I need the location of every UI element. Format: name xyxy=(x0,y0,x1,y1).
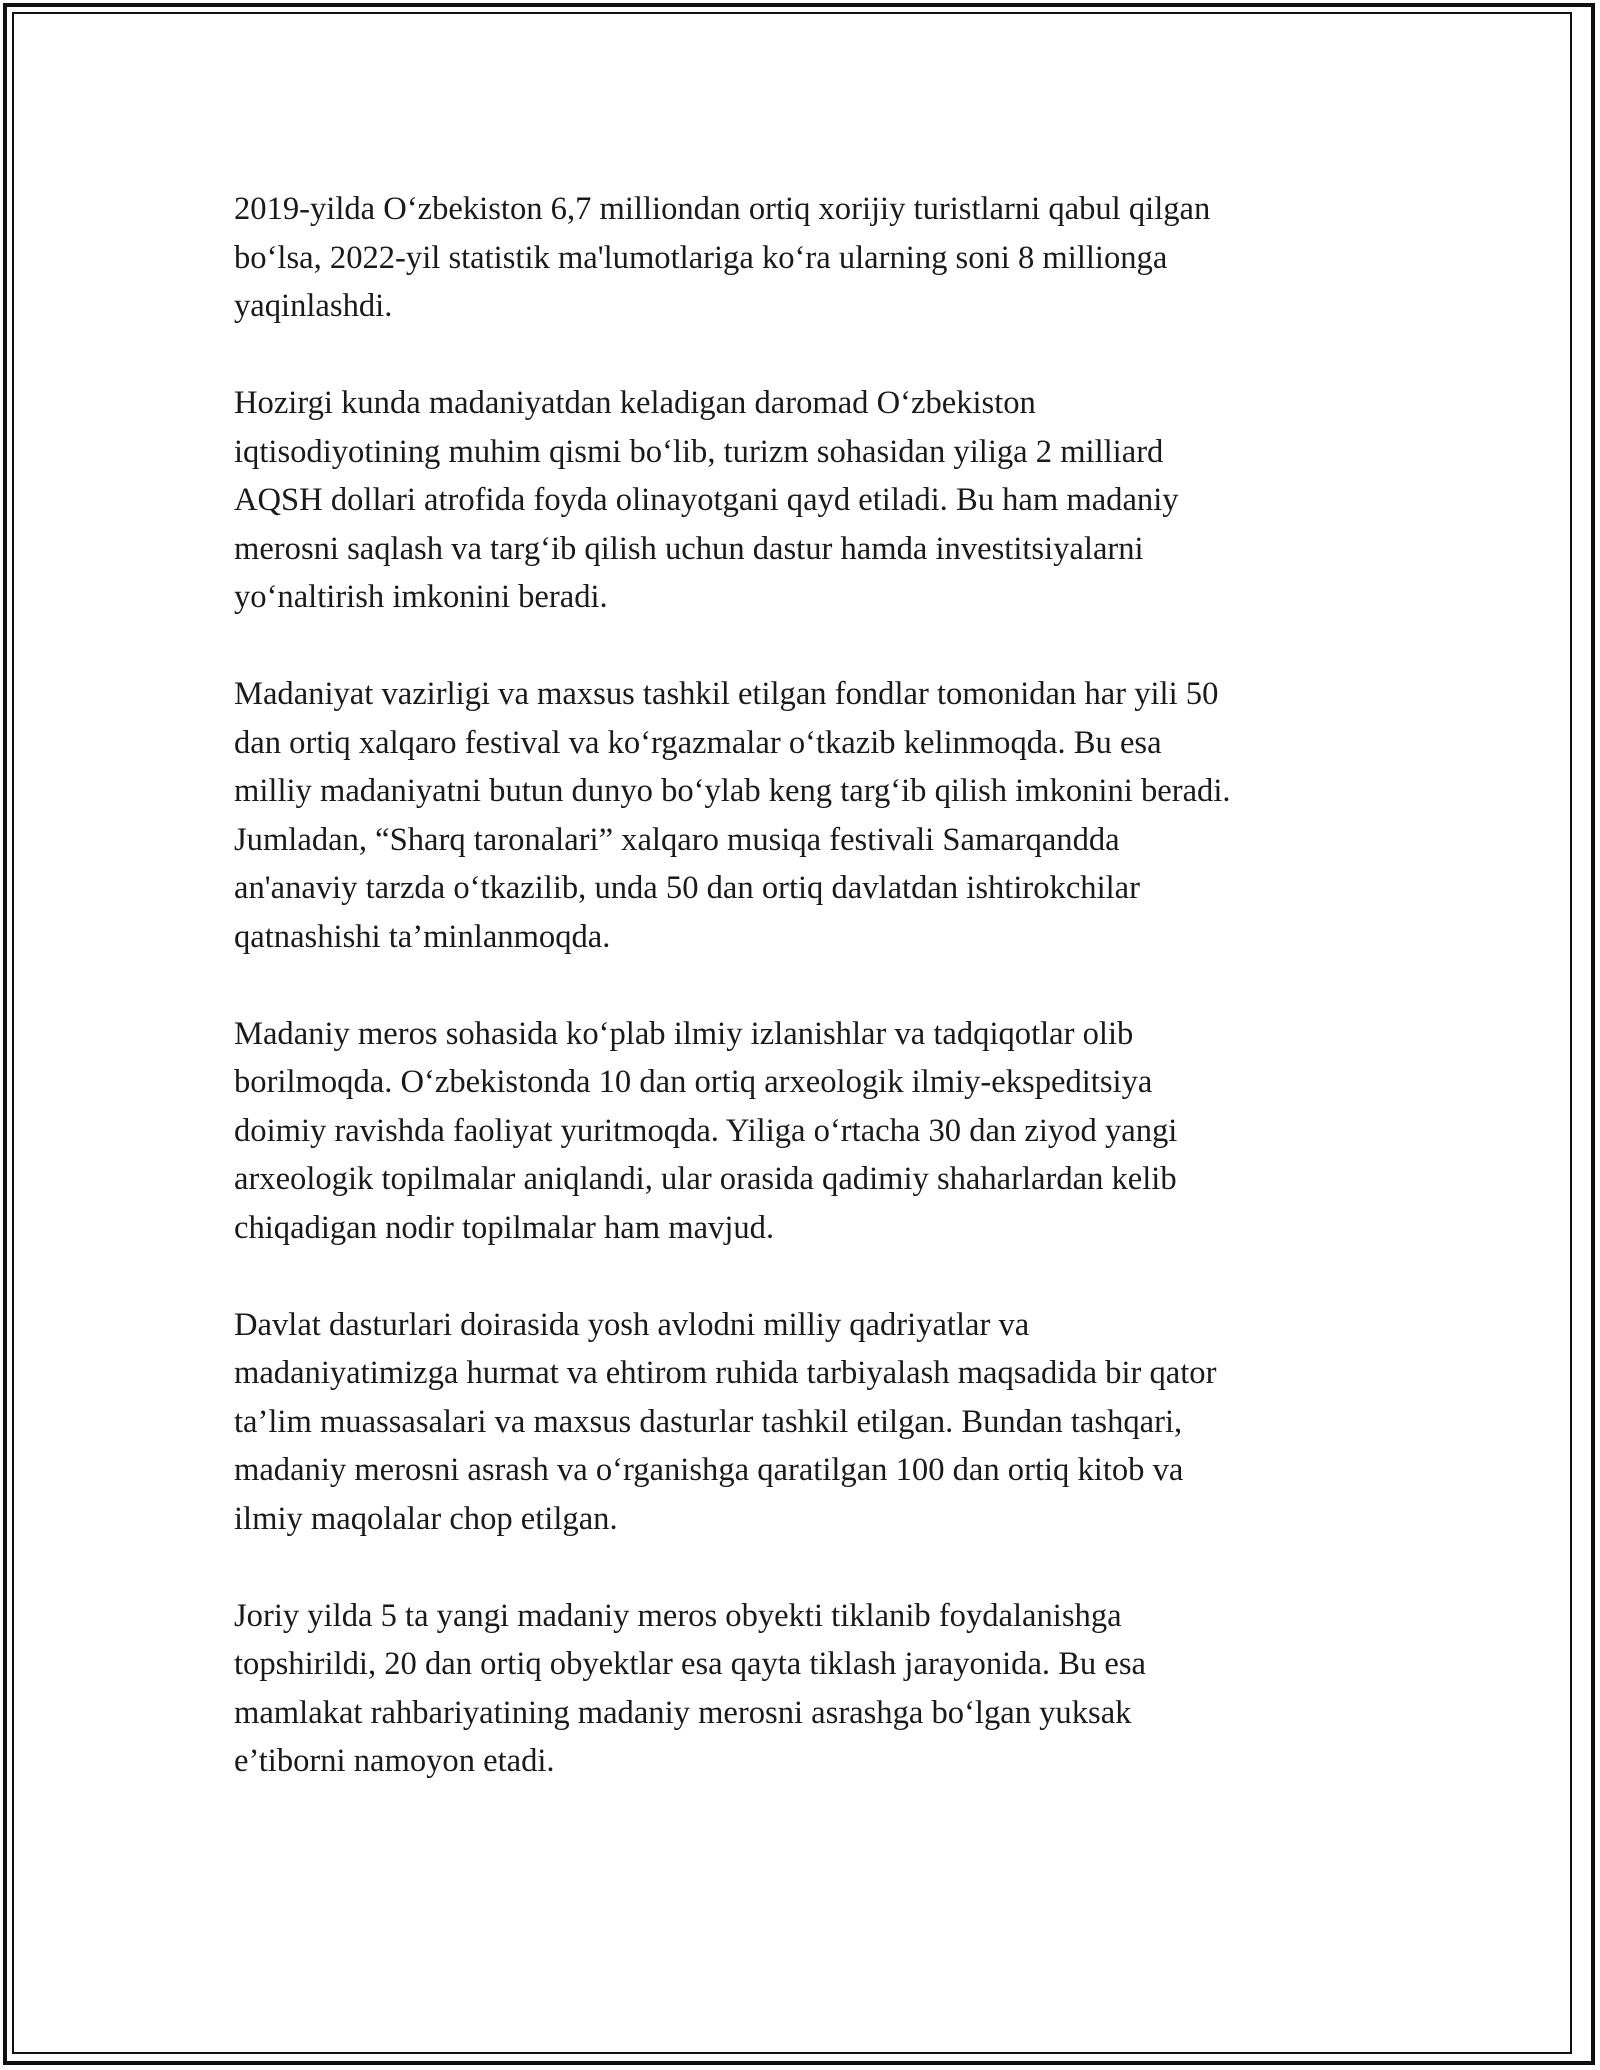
paragraph-restoration: Joriy yilda 5 ta yangi madaniy meros obyekti tiklanib foydalanishga topshirildi, 20 dan ortiq obyektlar esa qayta tiklash jarayonida. Bu esa mamlakat rahbariyatining madaniy merosni asrashga bo‘lgan yuksak e’tiborni namoyon etadi. xyxy=(234,1597,1146,1779)
paragraph-tourism-statistics: 2019-yilda O‘zbekiston 6,7 milliondan ortiq xorijiy turistlarni qabul qilgan bo‘lsa, 2022-yil statistik ma'lumotlariga ko‘ra ularning soni 8 millionga yaqinlashdi. xyxy=(234,191,1211,324)
document-body xyxy=(234,185,1374,1834)
paragraph-research: Madaniy meros sohasida ko‘plab ilmiy izlanishlar va tadqiqotlar olib borilmoqda. O‘zbekistonda 10 dan ortiq arxeologik ilmiy-ekspeditsiya doimiy ravishda faoliyat yuritmoqda. Yiliga o‘rtacha 30 dan ziyod yangi arxeologik topilmalar aniqlandi, ular orasida qadimiy shaharlardan kelib chiqadigan nodir topilmalar ham mavjud. xyxy=(234,1015,1178,1246)
paragraph-festivals: Madaniyat vazirligi va maxsus tashkil etilgan fondlar tomonidan har yili 50 dan ortiq xalqaro festival va ko‘rgazmalar o‘tkazib kelinmoqda. Bu esa milliy madaniyatni butun dunyo bo‘ylab keng targ‘ib qilish imkonini beradi. Jumladan, “Sharq taronalari” xalqaro musiqa festivali Samarqandda an'anaviy tarzda o‘tkazilib, unda 50 dan ortiq davlatdan ishtirokchilar qatnashishi ta’minlanmoqda. xyxy=(234,676,1231,955)
paragraph-culture-revenue: Hozirgi kunda madaniyatdan keladigan daromad O‘zbekiston iqtisodiyotining muhim qismi bo‘lib, turizm sohasidan yiliga 2 milliard AQSH dollari atrofida foyda olinayotgani qayd etiladi. Bu ham madaniy merosni saqlash va targ‘ib qilish uchun dastur hamda investitsiyalarni yo‘naltirish imkonini beradi. xyxy=(234,385,1179,615)
paragraph-education-programs: Davlat dasturlari doirasida yosh avlodni milliy qadriyatlar va madaniyatimizga hurmat va ehtirom ruhida tarbiyalash maqsadida bir qator ta’lim muassasalari va maxsus dasturlar tashkil etilgan. Bundan tashqari, madaniy merosni asrash va o‘rganishga qaratilgan 100 dan ortiq kitob va ilmiy maqolalar chop etilgan. xyxy=(234,1306,1217,1537)
